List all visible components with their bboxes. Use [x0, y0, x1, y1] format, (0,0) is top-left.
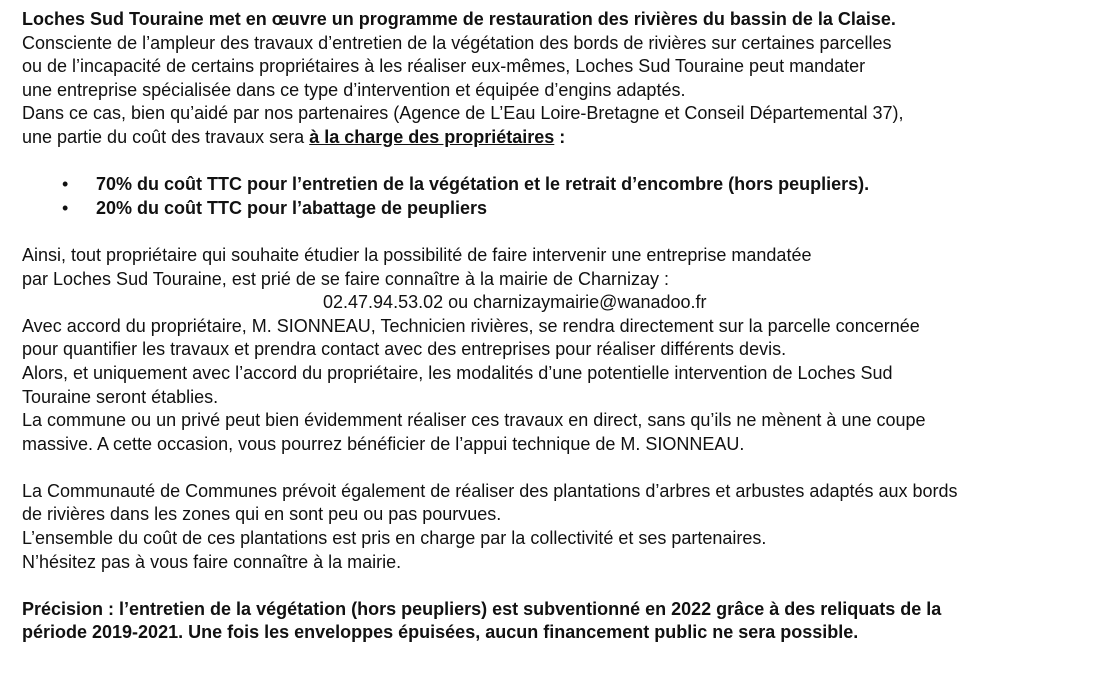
paragraph-gap [22, 574, 1112, 598]
bullet-dot-icon: • [62, 197, 69, 218]
technician-line-6: massive. A cette occasion, vous pourrez bénéficier de l’appui technique de M. SIONNEAU. [22, 433, 745, 454]
cost-line-suffix: : [554, 126, 566, 147]
cost-line-emphasis: à la charge des propriétaires [309, 126, 555, 147]
technician-line-5: La commune ou un privé peut bien évidemment réaliser ces travaux en direct, sans qu’ils ne mènent à une coupe [22, 410, 926, 431]
intro-line-1: Consciente de l’ampleur des travaux d’entretien de la végétation des bords de rivières sur certaines parcelles [22, 32, 892, 53]
intro-line-2: ou de l’incapacité de certains propriétaires à les réaliser eux-mêmes, Loches Sud Touraine peut mandater [22, 56, 866, 77]
paragraph-gap [22, 220, 1112, 244]
plantations-line-4: N’hésitez pas à vous faire connaître à la mairie. [22, 551, 402, 572]
document-heading: Loches Sud Touraine met en œuvre un programme de restauration des rivières du bassin de la Claise. [22, 9, 896, 29]
contact-intro-line-1: Ainsi, tout propriétaire qui souhaite étudier la possibilité de faire intervenir une entreprise mandatée [22, 244, 812, 265]
bullet-text: 20% du coût TTC pour l’abattage de peupliers [96, 197, 488, 218]
cost-line-prefix: une partie du coût des travaux sera [22, 126, 310, 147]
precision-line-1: Précision : l’entretien de la végétation (hors peupliers) est subventionné en 2022 grâce à des reliquats de la [22, 598, 942, 619]
paragraph-gap [22, 456, 1112, 480]
document-page [22, 8, 1112, 645]
bullet-dot-icon: • [62, 174, 69, 195]
plantations-line-1: La Communauté de Communes prévoit également de réaliser des plantations d’arbres et arbustes adaptés aux bords [22, 480, 958, 501]
technician-line-1: Avec accord du propriétaire, M. SIONNEAU, Technicien rivières, se rendra directement sur la parcelle concernée [22, 315, 920, 336]
bullet-item-entretien [22, 173, 1112, 197]
precision-line-2: période 2019-2021. Une fois les enveloppes épuisées, aucun financement public ne sera possible. [22, 622, 859, 643]
intro-line-4: Dans ce cas, bien qu’aidé par nos partenaires (Agence de L’Eau Loire-Bretagne et Conseil Départemental 37), [22, 103, 904, 124]
contact-intro-line-2: par Loches Sud Touraine, est prié de se faire connaître à la mairie de Charnizay : [22, 268, 670, 289]
contact-phone-email: 02.47.94.53.02 ou charnizaymairie@wanadoo.fr [323, 292, 707, 313]
technician-line-2: pour quantifier les travaux et prendra contact avec des entreprises pour réaliser différents devis. [22, 339, 787, 360]
plantations-line-2: de rivières dans les zones qui en sont peu ou pas pourvues. [22, 504, 502, 525]
intro-line-3: une entreprise spécialisée dans ce type d’intervention et équipée d’engins adaptés. [22, 79, 686, 100]
bullet-item-abattage [22, 197, 1112, 221]
paragraph-gap [22, 150, 1112, 174]
bullet-text: 70% du coût TTC pour l’entretien de la végétation et le retrait d’encombre (hors peupliers). [96, 174, 870, 195]
cost-line [22, 126, 1112, 150]
technician-line-3: Alors, et uniquement avec l’accord du propriétaire, les modalités d’une potentielle intervention de Loches Sud [22, 362, 893, 383]
technician-line-4: Touraine seront établies. [22, 386, 219, 407]
plantations-line-3: L’ensemble du coût de ces plantations est pris en charge par la collectivité et ses partenaires. [22, 528, 767, 549]
